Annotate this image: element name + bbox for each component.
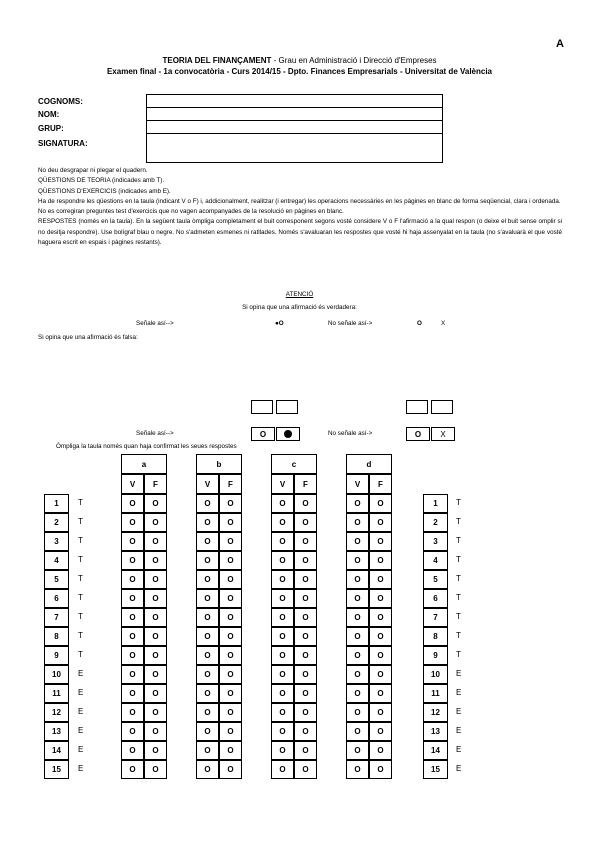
- answer-bubble[interactable]: O: [369, 570, 392, 589]
- answer-bubble[interactable]: O: [144, 741, 167, 760]
- question-type: T: [456, 536, 461, 545]
- vf-header: F: [369, 474, 392, 494]
- exam-subtitle: Examen final - 1a convocatòria - Curs 2014/15 - Dpto. Finances Empresarials - Universitat de València: [106, 67, 493, 76]
- vf-header: V: [271, 474, 294, 494]
- answer-bubble[interactable]: O: [144, 722, 167, 741]
- answer-bubble[interactable]: O: [294, 551, 317, 570]
- question-type: E: [78, 764, 84, 773]
- question-number: 4: [44, 551, 69, 570]
- answer-bubble[interactable]: O: [219, 532, 242, 551]
- question-type: T: [456, 593, 461, 602]
- instruction-line: QÜESTIONS D'EXERCICIS (indicades amb E).: [38, 187, 171, 195]
- answer-bubble[interactable]: O: [121, 513, 144, 532]
- answer-bubble[interactable]: O: [346, 722, 369, 741]
- question-number: 15: [423, 760, 448, 779]
- instruction-line: No deu desgrapar ni plegar el quadern.: [38, 167, 148, 174]
- answer-bubble[interactable]: O: [196, 551, 219, 570]
- answer-bubble[interactable]: O: [294, 589, 317, 608]
- vf-header: V: [121, 474, 144, 494]
- answer-bubble[interactable]: O: [271, 494, 294, 513]
- answer-bubble[interactable]: O: [369, 608, 392, 627]
- answer-bubble[interactable]: O: [271, 589, 294, 608]
- answer-bubble[interactable]: O: [196, 608, 219, 627]
- question-number: 10: [44, 665, 69, 684]
- answer-bubble[interactable]: O: [346, 570, 369, 589]
- question-type: T: [78, 536, 83, 545]
- answer-bubble[interactable]: O: [346, 684, 369, 703]
- answer-bubble[interactable]: O: [144, 589, 167, 608]
- question-number: 11: [423, 684, 448, 703]
- answer-bubble[interactable]: O: [369, 741, 392, 760]
- answer-bubble[interactable]: O: [294, 646, 317, 665]
- answer-bubble[interactable]: O: [271, 513, 294, 532]
- answer-bubble[interactable]: O: [294, 627, 317, 646]
- nomark-label: No señale así->: [328, 430, 373, 437]
- question-type: T: [78, 650, 83, 659]
- answer-bubble[interactable]: O: [271, 646, 294, 665]
- surname-label: COGNOMS:: [38, 97, 83, 106]
- answer-bubble[interactable]: O: [369, 665, 392, 684]
- answer-bubble[interactable]: O: [121, 570, 144, 589]
- mark-label: Señale así-->: [136, 430, 174, 437]
- answer-bubble[interactable]: O: [196, 589, 219, 608]
- answer-bubble[interactable]: O: [369, 551, 392, 570]
- vf-header: F: [294, 474, 317, 494]
- question-type: E: [456, 726, 462, 735]
- answer-bubble[interactable]: O: [196, 760, 219, 779]
- answer-bubble[interactable]: O: [144, 570, 167, 589]
- question-number: 5: [423, 570, 448, 589]
- question-type: E: [456, 669, 462, 678]
- question-type: T: [78, 612, 83, 621]
- group-header-a: a: [121, 454, 167, 474]
- answer-bubble[interactable]: O: [271, 741, 294, 760]
- answer-bubble[interactable]: O: [144, 665, 167, 684]
- question-number: 13: [423, 722, 448, 741]
- answer-bubble[interactable]: O: [369, 684, 392, 703]
- answer-bubble[interactable]: O: [271, 608, 294, 627]
- question-number: 5: [44, 570, 69, 589]
- answer-bubble[interactable]: O: [369, 722, 392, 741]
- question-number: 6: [423, 589, 448, 608]
- nomark-label: No señale así->: [328, 320, 373, 327]
- answer-bubble[interactable]: O: [346, 608, 369, 627]
- answer-bubble[interactable]: O: [196, 741, 219, 760]
- answer-bubble[interactable]: O: [121, 608, 144, 627]
- answer-bubble[interactable]: O: [219, 741, 242, 760]
- question-type: T: [78, 498, 83, 507]
- answer-bubble[interactable]: O: [271, 703, 294, 722]
- answer-bubble[interactable]: O: [121, 494, 144, 513]
- answer-bubble[interactable]: O: [369, 532, 392, 551]
- example-empty-bubble: O: [251, 427, 275, 441]
- answer-bubble[interactable]: O: [294, 665, 317, 684]
- group-header-c: c: [271, 454, 317, 474]
- instruction-line: No es corregiran preguntes test d'exercicis que no vagen acompanyades de la resolució en pàgines en blanc.: [38, 208, 344, 216]
- answer-bubble[interactable]: O: [144, 608, 167, 627]
- answer-bubble[interactable]: O: [196, 722, 219, 741]
- answer-bubble[interactable]: O: [369, 703, 392, 722]
- question-type: E: [78, 726, 84, 735]
- answer-bubble[interactable]: O: [271, 551, 294, 570]
- question-type: E: [78, 669, 84, 678]
- answer-bubble[interactable]: O: [121, 703, 144, 722]
- answer-bubble[interactable]: O: [219, 722, 242, 741]
- question-type: T: [456, 631, 461, 640]
- answer-bubble[interactable]: O: [271, 665, 294, 684]
- false-instruction: Si opina que una afirmació és falsa:: [38, 334, 138, 341]
- answer-bubble[interactable]: O: [346, 646, 369, 665]
- answer-bubble[interactable]: O: [294, 703, 317, 722]
- question-number: 11: [44, 684, 69, 703]
- question-number: 14: [423, 741, 448, 760]
- question-number: 7: [423, 608, 448, 627]
- question-number: 12: [44, 703, 69, 722]
- table-instruction: Òmpliga la taula només quan haja confirmat les seues respostes: [56, 443, 237, 450]
- answer-bubble[interactable]: O: [219, 627, 242, 646]
- answer-bubble[interactable]: O: [144, 684, 167, 703]
- answer-bubble[interactable]: O: [294, 608, 317, 627]
- question-type: T: [78, 555, 83, 564]
- instruction-line: QÜESTIONS DE TEORIA (indicades amb T).: [38, 177, 165, 185]
- answer-bubble[interactable]: O: [369, 627, 392, 646]
- answer-bubble[interactable]: O: [271, 722, 294, 741]
- question-number: 9: [423, 646, 448, 665]
- answer-bubble[interactable]: O: [121, 760, 144, 779]
- question-number: 12: [423, 703, 448, 722]
- answer-bubble[interactable]: O: [144, 703, 167, 722]
- answer-bubble[interactable]: O: [219, 646, 242, 665]
- answer-bubble[interactable]: O: [294, 684, 317, 703]
- question-type: T: [78, 593, 83, 602]
- question-number: 14: [44, 741, 69, 760]
- answer-bubble[interactable]: O: [144, 513, 167, 532]
- answer-bubble[interactable]: O: [271, 684, 294, 703]
- attention-heading: ATENCIÓ: [285, 291, 314, 298]
- answer-bubble[interactable]: O: [219, 665, 242, 684]
- vf-header: V: [346, 474, 369, 494]
- question-type: T: [78, 517, 83, 526]
- answer-bubble[interactable]: O: [271, 627, 294, 646]
- answer-bubble[interactable]: O: [196, 570, 219, 589]
- answer-bubble[interactable]: O: [369, 589, 392, 608]
- answer-bubble[interactable]: O: [294, 722, 317, 741]
- nomark-x: X: [441, 320, 446, 327]
- answer-bubble[interactable]: O: [346, 551, 369, 570]
- course-name: TEORIA DEL FINANÇAMENT: [162, 56, 272, 65]
- name-label: NOM:: [38, 110, 60, 119]
- answer-bubble[interactable]: O: [346, 494, 369, 513]
- answer-bubble[interactable]: O: [196, 684, 219, 703]
- question-number: 10: [423, 665, 448, 684]
- instruction-line: Ha de respondre les qüestions en la taula (indicant V o F) i, addicionalment, realitzar (i entregar) les operacions necessàries en les pàgines en blanc de forma seqüencial, clara i ordenada.: [38, 197, 561, 205]
- question-type: E: [78, 745, 84, 754]
- instruction-line: RESPOSTES (només en la taula). En la següent taula òmpliga completament el buit corresponent segons vosté considere V o F l'afirmació a la qual respon (o deixe el buit sense omplir si no desitja respondre). Use bolígraf blau o negre. No s'admeten esmenes ni ratllades. Només s'avaluaran les respostes que vosté hi haja assenyalat en la taula (no s'avaluarà el que vosté haguera escrit en espais i pàgines restants).: [38, 218, 562, 247]
- answer-bubble[interactable]: O: [121, 722, 144, 741]
- answer-bubble[interactable]: O: [219, 608, 242, 627]
- true-instruction: Si opina que una afirmació és verdadera:: [242, 304, 357, 311]
- question-type: T: [456, 650, 461, 659]
- vf-header: V: [196, 474, 219, 494]
- question-number: 1: [423, 494, 448, 513]
- answer-bubble[interactable]: O: [369, 513, 392, 532]
- answer-bubble[interactable]: O: [346, 513, 369, 532]
- answer-bubble[interactable]: O: [121, 551, 144, 570]
- answer-bubble[interactable]: O: [346, 760, 369, 779]
- question-type: T: [456, 517, 461, 526]
- group-header-d: d: [346, 454, 392, 474]
- group-header-b: b: [196, 454, 242, 474]
- question-type: E: [456, 745, 462, 754]
- vf-header: F: [144, 474, 167, 494]
- nomark-o: O: [417, 320, 422, 327]
- answer-bubble[interactable]: O: [121, 741, 144, 760]
- question-type: E: [456, 688, 462, 697]
- degree-name: - Grau en Administració i Direcció d'Empreses: [271, 56, 437, 65]
- answer-bubble[interactable]: O: [196, 532, 219, 551]
- mark-example: ●O: [275, 320, 284, 327]
- answer-bubble[interactable]: O: [346, 703, 369, 722]
- question-number: 9: [44, 646, 69, 665]
- question-number: 4: [423, 551, 448, 570]
- answer-bubble[interactable]: O: [196, 665, 219, 684]
- answer-bubble[interactable]: O: [144, 646, 167, 665]
- answer-bubble[interactable]: O: [121, 646, 144, 665]
- answer-bubble[interactable]: O: [369, 646, 392, 665]
- answer-bubble[interactable]: O: [219, 703, 242, 722]
- question-number: 1: [44, 494, 69, 513]
- answer-bubble[interactable]: O: [144, 494, 167, 513]
- answer-bubble[interactable]: O: [144, 760, 167, 779]
- question-type: E: [78, 707, 84, 716]
- question-number: 3: [423, 532, 448, 551]
- question-type: T: [78, 574, 83, 583]
- answer-bubble[interactable]: O: [219, 494, 242, 513]
- answer-bubble[interactable]: O: [121, 532, 144, 551]
- answer-bubble[interactable]: O: [346, 741, 369, 760]
- question-type: T: [456, 612, 461, 621]
- question-type: T: [456, 555, 461, 564]
- question-type: E: [456, 764, 462, 773]
- question-number: 2: [44, 513, 69, 532]
- answer-bubble[interactable]: O: [219, 760, 242, 779]
- question-number: 8: [44, 627, 69, 646]
- question-number: 8: [423, 627, 448, 646]
- answer-bubble[interactable]: O: [294, 513, 317, 532]
- answer-bubble[interactable]: O: [346, 589, 369, 608]
- answer-bubble[interactable]: O: [219, 684, 242, 703]
- question-number: 7: [44, 608, 69, 627]
- answer-bubble[interactable]: O: [144, 551, 167, 570]
- answer-bubble[interactable]: O: [219, 570, 242, 589]
- wrong-example-o: O: [406, 427, 430, 441]
- answer-bubble[interactable]: O: [219, 589, 242, 608]
- question-number: 2: [423, 513, 448, 532]
- answer-bubble[interactable]: O: [144, 627, 167, 646]
- question-type: E: [456, 707, 462, 716]
- answer-bubble[interactable]: O: [196, 627, 219, 646]
- wrong-example-x: X: [431, 427, 455, 441]
- answer-bubble[interactable]: O: [121, 589, 144, 608]
- answer-bubble[interactable]: O: [369, 760, 392, 779]
- answer-bubble[interactable]: O: [196, 646, 219, 665]
- answer-bubble[interactable]: O: [294, 494, 317, 513]
- answer-bubble[interactable]: O: [121, 665, 144, 684]
- question-number: 15: [44, 760, 69, 779]
- answer-bubble[interactable]: O: [294, 760, 317, 779]
- answer-bubble[interactable]: O: [346, 627, 369, 646]
- question-type: T: [78, 631, 83, 640]
- question-type: T: [456, 574, 461, 583]
- group-label: GRUP:: [38, 124, 64, 133]
- answer-bubble[interactable]: O: [271, 760, 294, 779]
- question-number: 6: [44, 589, 69, 608]
- answer-bubble[interactable]: O: [271, 570, 294, 589]
- answer-bubble[interactable]: O: [294, 741, 317, 760]
- answer-bubble[interactable]: O: [121, 684, 144, 703]
- question-number: 3: [44, 532, 69, 551]
- question-number: 13: [44, 722, 69, 741]
- answer-bubble[interactable]: O: [294, 532, 317, 551]
- question-type: T: [456, 498, 461, 507]
- answer-bubble[interactable]: O: [219, 551, 242, 570]
- vf-header: F: [219, 474, 242, 494]
- answer-bubble[interactable]: O: [369, 494, 392, 513]
- answer-bubble[interactable]: O: [144, 532, 167, 551]
- answer-bubble[interactable]: O: [346, 532, 369, 551]
- question-type: E: [78, 688, 84, 697]
- answer-bubble[interactable]: O: [196, 513, 219, 532]
- mark-label: Señale así-->: [136, 320, 174, 327]
- answer-bubble[interactable]: O: [271, 532, 294, 551]
- answer-bubble[interactable]: O: [196, 494, 219, 513]
- signature-label: SIGNATURA:: [38, 139, 88, 148]
- answer-bubble[interactable]: O: [294, 570, 317, 589]
- answer-bubble[interactable]: O: [121, 627, 144, 646]
- answer-bubble[interactable]: O: [196, 703, 219, 722]
- answer-bubble[interactable]: O: [219, 513, 242, 532]
- answer-bubble[interactable]: O: [346, 665, 369, 684]
- exam-version-code: A: [556, 38, 564, 50]
